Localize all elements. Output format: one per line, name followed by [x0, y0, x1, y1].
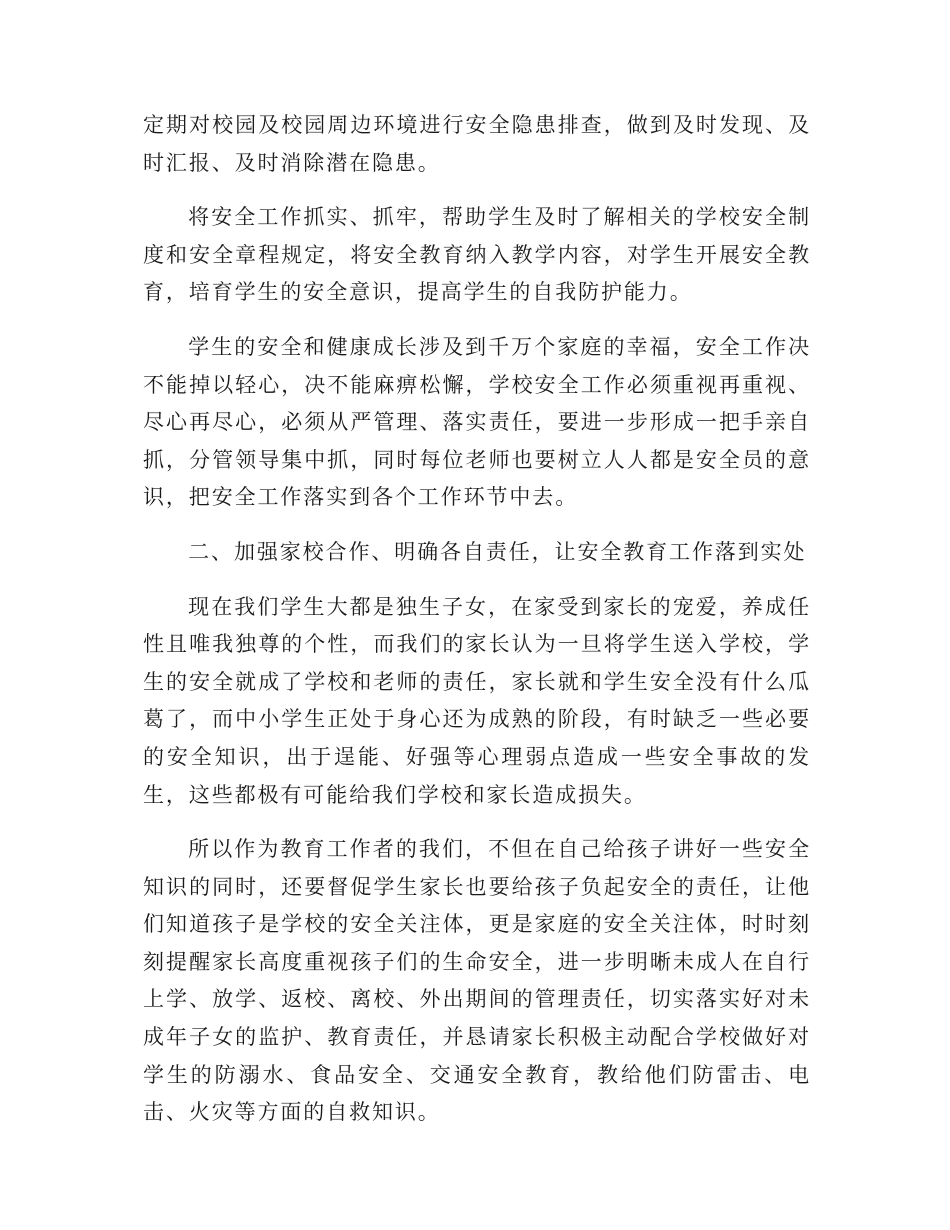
paragraph-responsibility: 学生的安全和健康成长涉及到千万个家庭的幸福，安全工作决不能掉以轻心，决不能麻痹松懈，学校安全工作必须重视再重视、尽心再尽心，必须从严管理、落实责任，要进一步形成一把手亲自抓，分管领导集中抓，同时每位老师也要树立人人都是安全员的意识，把安全工作落实到各个工作环节中去。	[143, 334, 811, 510]
section-heading-home-school: 二、加强家校合作、明确各自责任，让安全教育工作落到实处	[188, 539, 807, 564]
paragraph-educators: 所以作为教育工作者的我们，不但在自己给孩子讲好一些安全知识的同时，还要督促学生家长也要给孩子负起安全的责任，让他们知道孩子是学校的安全关注体，更是家庭的安全关注体，时时刻刻提醒家长高度重视孩子们的生命安全，进一步明晰未成人在自行上学、放学、返校、离校、外出期间的管理责任，切实落实好对未成年子女的监护、教育责任，并恳请家长积极主动配合学校做好对学生的防溺水、食品安全、交通安全教育，教给他们防雷击、电击、火灾等方面的自救知识。	[143, 837, 811, 1125]
document-body	[143, 107, 811, 1149]
paragraph-safety-work: 将安全工作抓实、抓牢，帮助学生及时了解相关的学校安全制度和安全章程规定，将安全教育纳入教学内容，对学生开展安全教育，培育学生的安全意识，提高学生的自我防护能力。	[143, 205, 811, 305]
paragraph-only-children: 现在我们学生大都是独生子女，在家受到家长的宠爱，养成任性且唯我独尊的个性，而我们的家长认为一旦将学生送入学校，学生的安全就成了学校和老师的责任，家长就和学生安全没有什么瓜葛了，而中小学生正处于身心还为成熟的阶段，有时缺乏一些必要的安全知识，出于逞能、好强等心理弱点造成一些安全事故的发生，这些都极有可能给我们学校和家长造成损失。	[143, 594, 811, 807]
paragraph-continuation: 定期对校园及校园周边环境进行安全隐患排查，做到及时发现、及时汇报、及时消除潜在隐患。	[143, 113, 811, 175]
